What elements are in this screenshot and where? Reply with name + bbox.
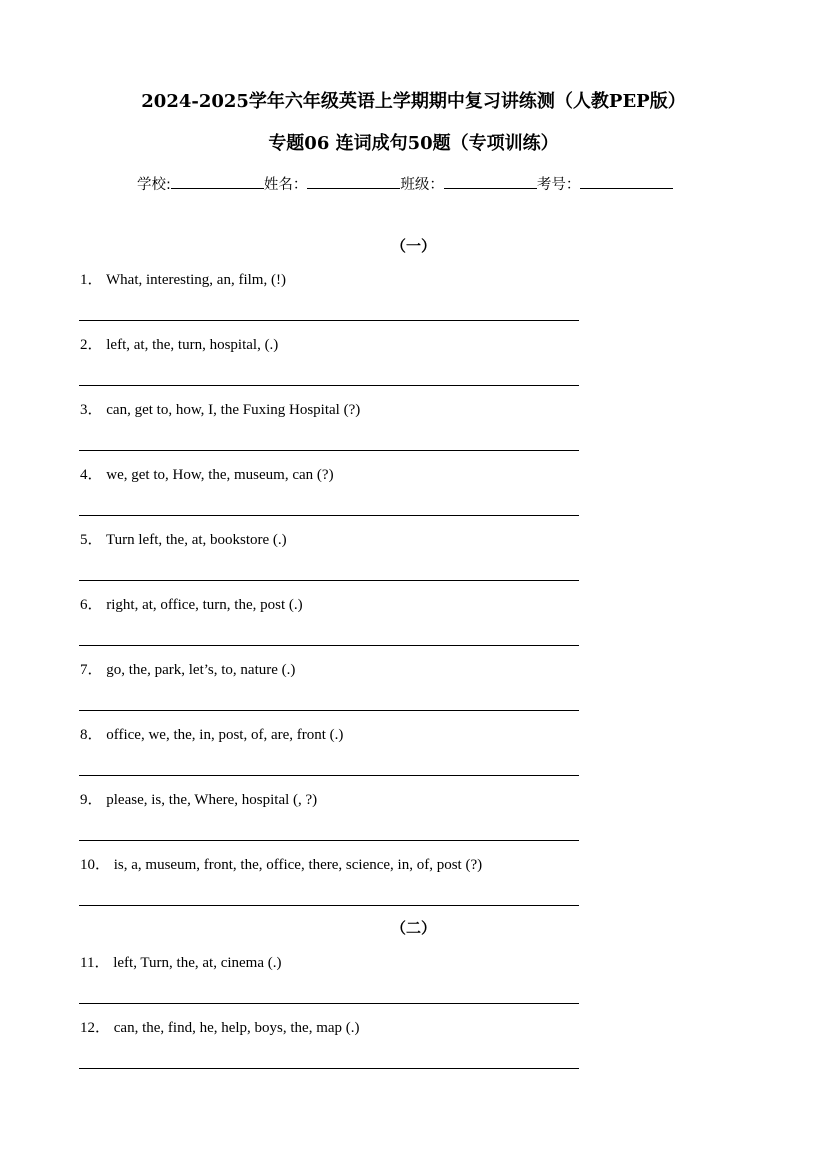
question-text: go, the, park, let’s, to, nature (.): [106, 662, 296, 678]
question-number: 5．: [80, 532, 103, 548]
document-subtitle: 专题06 连词成句50题（专项训练）: [268, 133, 559, 154]
question-text: left, at, the, turn, hospital, (.): [106, 337, 279, 353]
question-number: 1．: [80, 272, 103, 288]
question-item: [80, 595, 303, 615]
answer-line[interactable]: [79, 775, 579, 776]
document-title: 2024-2025学年六年级英语上学期期中复习讲练测（人教PEP版）: [141, 91, 686, 112]
question-number: 9．: [80, 792, 103, 808]
section-heading-2: （二）: [390, 919, 436, 937]
class-field[interactable]: [444, 173, 537, 189]
answer-line[interactable]: [79, 905, 579, 906]
question-text: can, get to, how, I, the Fuxing Hospital (?): [106, 402, 361, 418]
answer-line[interactable]: [79, 515, 579, 516]
section-heading-1: （一）: [390, 237, 436, 255]
answer-line[interactable]: [79, 710, 579, 711]
answer-line[interactable]: [79, 1003, 579, 1004]
class-label: 班级：: [400, 177, 444, 193]
exam-number-label: 考号：: [536, 177, 581, 193]
question-number: 4．: [80, 467, 103, 483]
answer-line[interactable]: [79, 1068, 579, 1069]
question-number: 8．: [80, 727, 103, 743]
question-text: Turn left, the, at, bookstore (.): [106, 532, 287, 548]
answer-line[interactable]: [79, 580, 579, 581]
question-text: office, we, the, in, post, of, are, front (.): [106, 727, 344, 743]
question-text: right, at, office, turn, the, post (.): [106, 597, 303, 613]
question-item: [80, 530, 287, 550]
question-number: 7．: [80, 662, 103, 678]
question-item: [80, 660, 295, 680]
question-text: left, Turn, the, at, cinema (.): [113, 955, 282, 971]
question-item: [80, 855, 482, 875]
question-number: 12．: [80, 1020, 111, 1036]
question-text: please, is, the, Where, hospital (, ?): [106, 792, 318, 808]
question-item: [80, 953, 282, 973]
question-number: 3．: [80, 402, 103, 418]
answer-line[interactable]: [79, 450, 579, 451]
student-info-row: [137, 173, 673, 195]
name-field[interactable]: [307, 173, 400, 189]
answer-line[interactable]: [79, 840, 579, 841]
question-number: 2．: [80, 337, 103, 353]
answer-line[interactable]: [79, 645, 579, 646]
question-number: 10．: [80, 857, 111, 873]
question-number: 11．: [80, 955, 110, 971]
question-item: [80, 790, 317, 810]
exam-number-field[interactable]: [580, 173, 673, 189]
question-text: can, the, find, he, help, boys, the, map (.): [113, 1020, 360, 1036]
question-text: is, a, museum, front, the, office, there, science, in, of, post (?): [113, 857, 483, 873]
question-item: [80, 335, 278, 355]
question-text: we, get to, How, the, museum, can (?): [106, 467, 334, 483]
question-item: [80, 465, 334, 485]
question-item: [80, 725, 343, 745]
question-number: 6．: [80, 597, 103, 613]
question-item: [80, 270, 286, 290]
school-field[interactable]: [171, 173, 264, 189]
question-text: What, interesting, an, film, (!): [106, 272, 286, 288]
question-item: [80, 400, 360, 420]
answer-line[interactable]: [79, 320, 579, 321]
school-label: 学校:: [137, 177, 171, 193]
question-item: [80, 1018, 360, 1038]
name-label: 姓名：: [263, 177, 308, 193]
answer-line[interactable]: [79, 385, 579, 386]
